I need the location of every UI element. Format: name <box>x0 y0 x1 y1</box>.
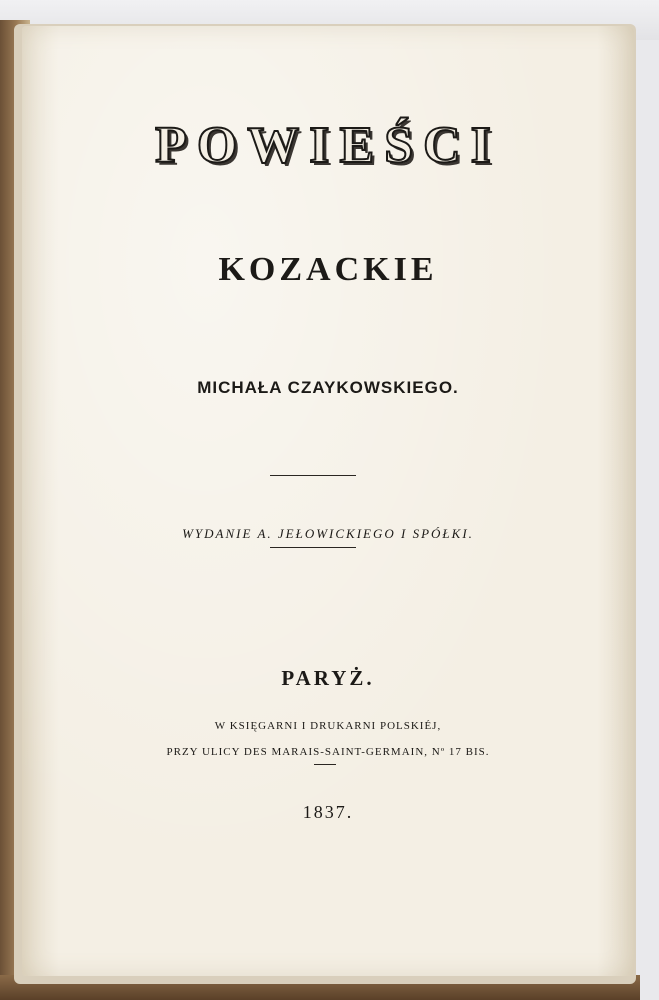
divider-rule <box>270 547 356 548</box>
imprint-address: PRZY ULICY DES MARAIS-SAINT-GERMAIN, Nº 17 BIS. <box>166 746 490 758</box>
divider-rule <box>270 475 356 476</box>
author-line: MICHAŁA CZAYKOWSKIEGO. <box>197 378 459 397</box>
edition-line: WYDANIE A. JEŁOWICKIEGO I SPÓŁKI. <box>182 526 474 541</box>
title-page <box>22 26 634 976</box>
imprint-line: W KSIĘGARNI I DRUKARNI POLSKIÉJ, <box>214 720 442 732</box>
publication-city: PARYŻ. <box>281 666 375 690</box>
book-title: POWIEŚCI <box>155 117 501 174</box>
short-rule <box>314 764 336 765</box>
publication-year: 1837. <box>302 802 354 822</box>
book-subtitle: KOZACKIE <box>218 251 438 288</box>
